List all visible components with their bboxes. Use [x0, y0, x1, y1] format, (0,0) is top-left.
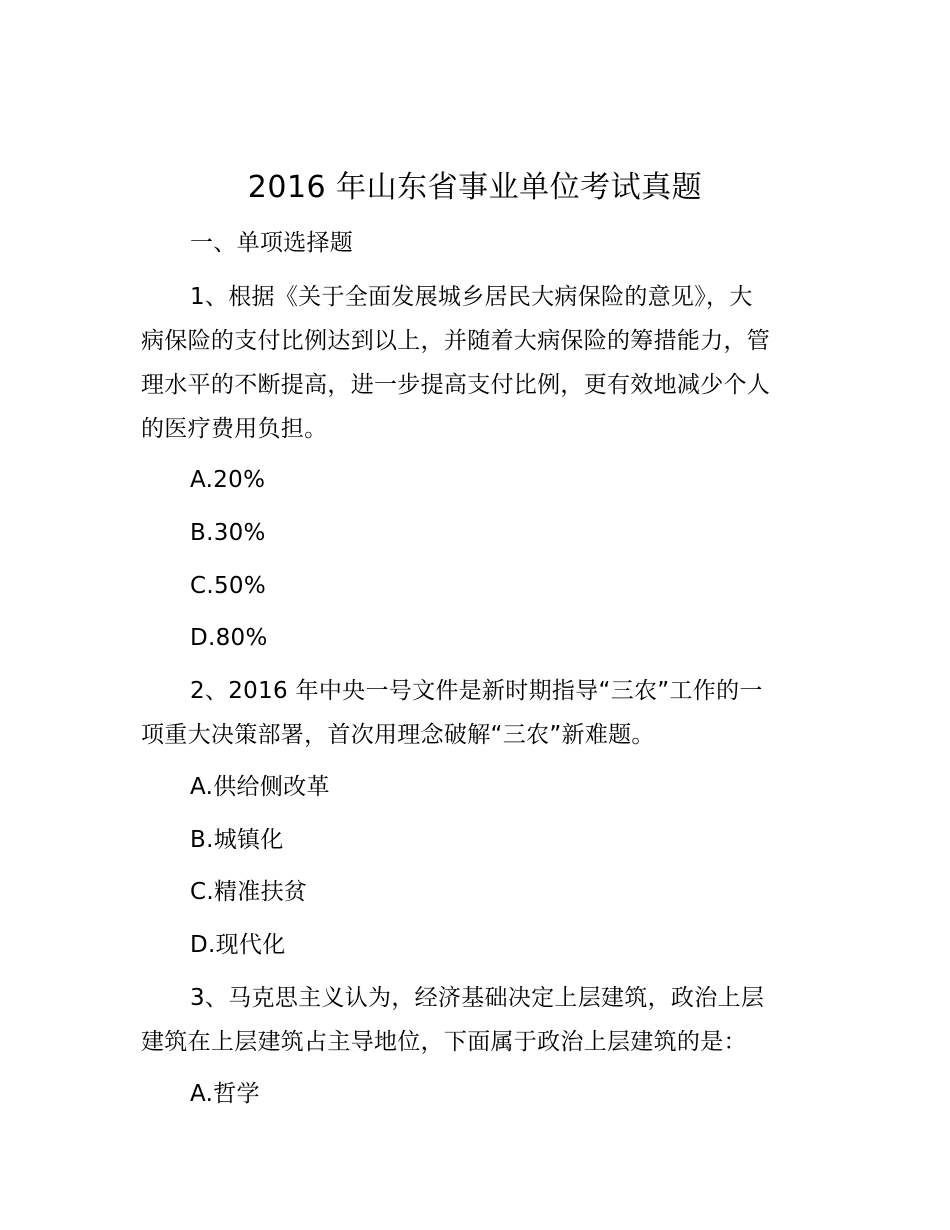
question-1-option-b: B.30%: [190, 520, 266, 546]
question-1-line-1: 1、根据《关于全面发展城乡居民大病保险的意见》，大: [190, 284, 753, 310]
question-1-line-2: 病保险的支付比例达到以上，并随着大病保险的筹措能力，管: [141, 328, 771, 354]
question-2-option-d: D.现代化: [190, 932, 286, 958]
question-1-option-d: D.80%: [190, 625, 268, 651]
document-title: 2016 年山东省事业单位考试真题: [247, 170, 703, 205]
question-1-option-a: A.20%: [190, 467, 266, 493]
question-3-option-a: A.哲学: [190, 1081, 260, 1107]
question-2-line-2: 项重大决策部署，首次用理念破解“三农”新难题。: [141, 722, 655, 748]
question-1-line-4: 的医疗费用负担。: [141, 416, 328, 442]
question-2-option-c: C.精准扶贫: [190, 879, 308, 905]
question-2-line-1: 2、2016 年中央一号文件是新时期指导“三农”工作的一: [190, 678, 763, 704]
question-3-line-2: 建筑在上层建筑占主导地位，下面属于政治上层建筑的是：: [141, 1029, 747, 1055]
question-1-option-c: C.50%: [190, 573, 266, 599]
question-1-line-3: 理水平的不断提高，进一步提高支付比例，更有效地减少个人: [141, 372, 771, 398]
question-2-option-b: B.城镇化: [190, 827, 284, 853]
question-3-line-1: 3、马克思主义认为，经济基础决定上层建筑，政治上层: [190, 985, 765, 1011]
question-2-option-a: A.供给侧改革: [190, 774, 330, 800]
section-heading: 一、单项选择题: [190, 230, 354, 256]
